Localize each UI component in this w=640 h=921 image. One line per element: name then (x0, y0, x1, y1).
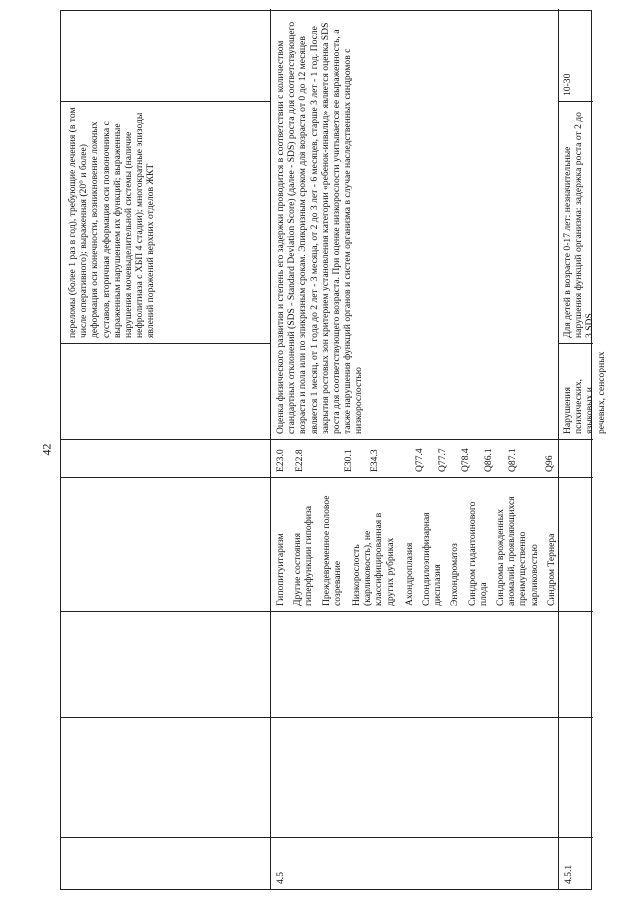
criteria-table (60, 10, 607, 890)
icd-code: Q77.7 (437, 448, 449, 472)
icd-code: Q86.1 (483, 448, 495, 472)
cell-criteria-merged: Оценка физического развития и степень его задержки проводится в соответствии с количеством стандартных отклонений (SDS - Standard Deviation Score) (далее - SDS) роста для соответствующего возраста и пола или по эпикризным срокам. Эпикризным сроком для возраста от 0 до 12 месяцев является 1 месяц, от 1 года до 2 лет - 3 месяца, от 2 до 3 лет - 6 месяцев, старше 3 лет - 1 год. После закрытия ростовых зон критерием установления категории «ребенок-инвалид» является оценка SDS роста для соответствующего возраста. При оценке низкорослости учитывается ее выраженность, а также нарушения функций органов и систем организма в случае наследственных синдромов с низкорослостью (275, 21, 365, 434)
condition-item: Энхондроматоз (449, 543, 461, 606)
cell-number: 4.5.1 (559, 837, 593, 889)
cell-blank-b (559, 611, 593, 717)
cell-number (61, 837, 270, 889)
page-number: 42 (39, 443, 54, 456)
condition-item: Другие состояния гиперфункции гипофиза (292, 505, 315, 606)
icd-code: E22.8 (294, 449, 306, 472)
cell-codes (271, 439, 558, 477)
cell-conditions (61, 477, 270, 611)
table-row (61, 9, 271, 889)
cell-disorder (61, 343, 270, 439)
icd-code: Q87.1 (506, 448, 518, 472)
icd-code: Q96 (543, 455, 555, 472)
condition-item: Спондилоэпифизарная дисплазия (421, 512, 444, 606)
table-row (271, 9, 559, 889)
condition-item: Низкорослость (карликовость), не классифицированная в других рубриках (351, 512, 396, 606)
cell-blank-b (271, 611, 558, 717)
cell-criteria: переломы (более 1 раз в год), требующие лечения (в том числе оперативного); выраженная (20° и более) деформация оси конечности, возникновение ложных суставов, вторичная деформация оси позвоночника с выраженным нарушением их функций; выраженные нарушения мочевыделительной системы (наличие нефролитиаза с ХБП 4 стадии); многократные эпизоды явлений поражений верхних отделов ЖКТ (61, 101, 270, 343)
cell-percent: 10-30 (562, 73, 573, 96)
condition-item: Синдром гидантоинового плода (466, 501, 489, 606)
condition-item: Синдром Тернера (545, 533, 557, 606)
cell-blank-a (61, 717, 270, 837)
cell-blank-b (61, 611, 270, 717)
cell-codes (559, 439, 593, 477)
cell-criteria: Для детей в возрасте 0-17 лет: незначительные нарушения функций организма: задержка роста от 2 до 3 SDS (559, 101, 593, 343)
icd-code: E30.1 (343, 449, 355, 472)
cell-percent (61, 9, 270, 101)
condition-item: Преждевременное половое созревание (320, 495, 343, 606)
icd-code: E34.3 (368, 449, 380, 472)
cell-conditions (271, 477, 558, 611)
cell-disorder: Нарушения психических, языковых и речевых, сенсорных (559, 343, 593, 439)
cell-blank-a (559, 717, 593, 837)
cell-number: 4.5 (271, 837, 558, 889)
icd-code: Q77.4 (413, 448, 425, 472)
condition-item: Синдромы врожденных аномалий, проявляющихся преимущественно карликовостью (495, 496, 540, 606)
icd-code: Q78.4 (460, 448, 472, 472)
table-row (559, 9, 607, 889)
rotated-page-content (60, 10, 607, 890)
cell-blank-a (271, 717, 558, 837)
cell-conditions (559, 477, 593, 611)
condition-item: Гипопитуитаризм (275, 533, 286, 606)
condition-item: Ахондроплазия (403, 542, 415, 606)
cell-codes (61, 439, 270, 477)
icd-code: E23.0 (275, 449, 286, 472)
